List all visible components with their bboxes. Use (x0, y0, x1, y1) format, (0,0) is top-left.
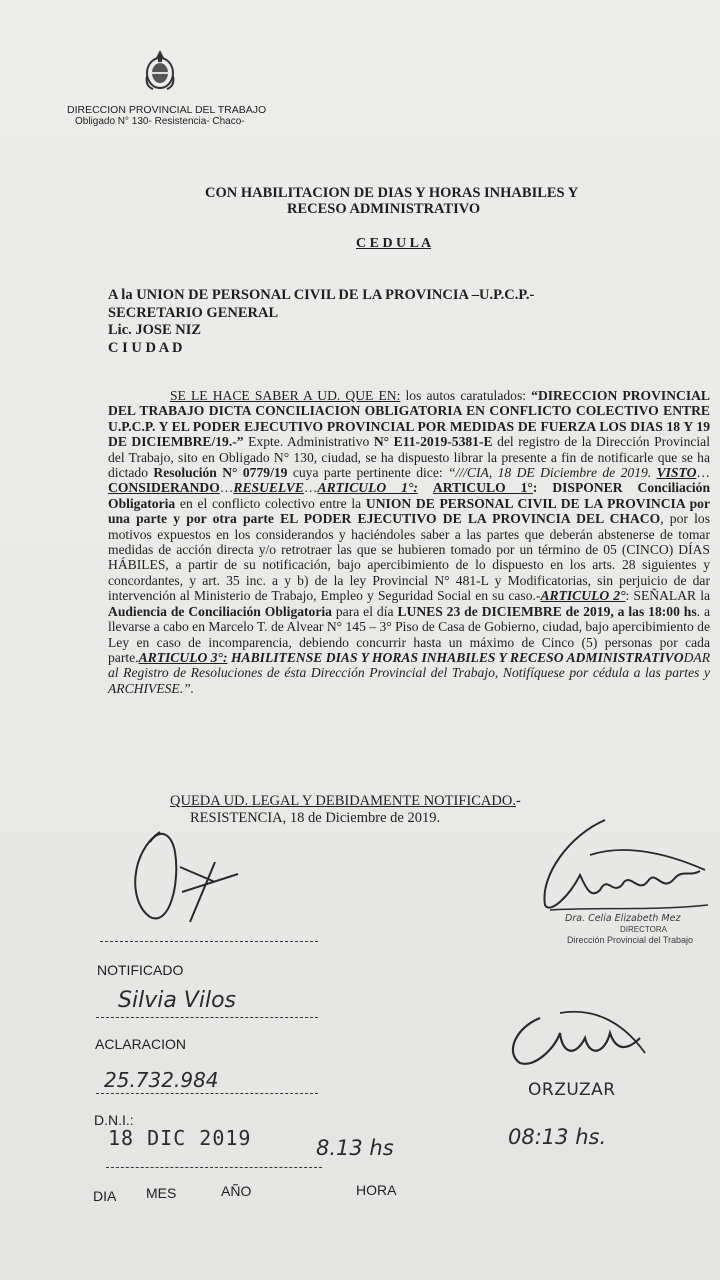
title-line1: CON HABILITACION DE DIAS Y HORAS INHABILES Y (205, 185, 579, 201)
dni-label: D.N.I.: (94, 1112, 134, 1128)
receiver-signature (500, 1008, 650, 1078)
notificado-label: NOTIFICADO (97, 962, 184, 978)
aclaracion-label: ACLARACION (95, 1036, 187, 1052)
director-name: Dra. Celia Elizabeth Mez (565, 913, 681, 924)
notification-body: SE LE HACE SABER A UD. QUE EN: los autos caratulados: “DIRECCION PROVINCIAL DEL TRABAJO DICTA CONCILIACION OBLIGATORIA EN CONFLICTO COLECTIVO ENTRE U.P.C.P. Y EL PODER EJECUTIVO PROVINCIAL POR MEDIDAS DE FUERZA LOS DIAS 18 Y 19 DE DICIEMBRE/19.-” Expte. Administrativo N° E11-2019-5381-E del registro de la Dirección Provincial del Trabajo, sito en Obligado N° 130, ciudad, se ha dispuesto librar la presente a fin de notificarle que se ha dictado Resolución N° 0779/19 cuya parte pertinente dice: “///CIA, 18 DE Diciembre de 2019. VISTO…CONSIDERANDO…RESUELVE…ARTICULO 1°: ARTICULO 1°: DISPONER Conciliación Obligatoria en el conflicto colectivo entre la UNION DE PERSONAL CIVIL DE LA PROVINCIA por una parte y por otra parte EL PODER EJECUTIVO DE LA PROVINCIA DEL CHACO, por los motivos expuestos en los considerandos y haciéndoles saber a las partes que deberán abstenerse de tomar medidas de acción directa y/o retrotraer las que se hubieren tomado por un término de 05 (CINCO) DÍAS HÁBILES, a partir de su notificación, bajo apercibimiento de lo dispuesto en los arts. 28 siguientes y concordantes, y art. 35 inc. a y b) de la ley Provincial N° 481-L y Modificatorias, sin perjuicio de dar intervención al Ministerio de Trabajo, Empleo y Seguridad Social en su caso.-ARTICULO 2°: SEÑALAR la Audiencia de Conciliación Obligatoria para el día LUNES 23 de DICIEMBRE de 2019, a las 18:00 hs. a llevarse a cabo en Marcelo T. de Alvear N° 145 – 3° Piso de Casa de Gobierno, ciudad, bajo apercibimiento de Ley en caso de incomparencia, debiendo concurrir hasta un máximo de Cinco (5) personas por cada parte.ARTICULO 3°: HABILITENSE DIAS Y HORAS INHABILES Y RECESO ADMINISTRATIVODAR al Registro de Resoluciones de ésta Dirección Provincial del Trabajo, Notifíquese por cédula a las partes y ARCHIVESE.”. (108, 388, 711, 696)
notified-signature (120, 822, 250, 932)
place-date: RESISTENCIA, 18 de Diciembre de 2019. (190, 810, 441, 826)
cedula-heading: C E D U L A (356, 236, 432, 251)
closing-notice: QUEDA UD. LEGAL Y DEBIDAMENTE NOTIFICADO.- (170, 793, 521, 809)
director-office: Dirección Provincial del Trabajo (567, 935, 694, 945)
hearing-date: LUNES 23 de DICIEMBRE de 2019, a las 18:00 hs (397, 603, 697, 619)
coat-of-arms-icon (141, 46, 179, 92)
title-line2: RECESO ADMINISTRATIVO (287, 201, 481, 217)
receiver-time: 08:13 hs. (508, 1125, 607, 1149)
org-name: DIRECCION PROVINCIAL DEL TRABAJO (67, 104, 267, 116)
date-stamp: 18 DIC 2019 (108, 1126, 252, 1150)
addressee-line2: SECRETARIO GENERAL (108, 305, 279, 321)
hora-label: HORA (356, 1182, 397, 1198)
director-signature (530, 815, 715, 925)
addressee-line3: Lic. JOSE NIZ (108, 322, 202, 338)
dia-label: DIA (93, 1188, 117, 1204)
dni-value: 25.732.984 (104, 1068, 219, 1092)
anio-label: AÑO (221, 1183, 252, 1199)
intro-phrase: SE LE HACE SABER A UD. QUE EN: (170, 388, 401, 403)
receiver-name: ORZUZAR (528, 1080, 616, 1100)
resolution-number: Resolución N° 0779/19 (153, 465, 288, 481)
addressee-line1: A la UNION DE PERSONAL CIVIL DE LA PROVINCIA –U.P.C.P.- (108, 287, 535, 303)
time-value: 8.13 hs (316, 1136, 394, 1160)
expediente-number: N° E11-2019-5381-E (373, 434, 493, 450)
addressee-line4: C I U D A D (108, 340, 183, 356)
mes-label: MES (146, 1185, 177, 1201)
director-role: DIRECTORA (620, 925, 667, 934)
org-address: Obligado N° 130- Resistencia- Chaco- (75, 116, 245, 127)
aclaracion-value: Silvia Vilos (118, 988, 236, 1013)
parties: UNION DE PERSONAL CIVIL DE LA PROVINCIA por una parte y por otra parte EL PODER EJECUTIVO DE LA PROVINCIA DEL CHACO (108, 495, 710, 527)
case-title: “DIRECCION PROVINCIAL DEL TRABAJO DICTA CONCILIACION OBLIGATORIA EN CONFLICTO COLECTIVO ENTRE U.P.C.P. Y EL PODER EJECUTIVO PROVINCIAL POR MEDIDAS DE FUERZA LOS DIAS 18 Y 19 DE DICIEMBRE/19.-” (108, 388, 710, 450)
